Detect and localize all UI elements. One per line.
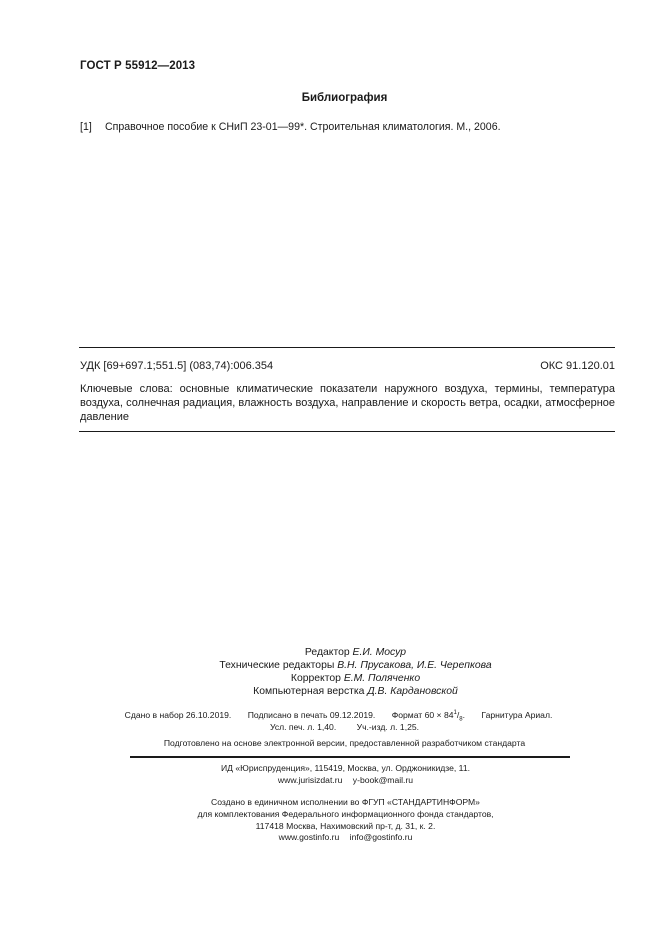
bibliography-entry (80, 121, 501, 133)
entry-text: Справочное пособие к СНиП 23-01—99*. Строительная климатология. М., 2006. (104, 121, 501, 133)
print-info-line2 (0, 722, 661, 732)
prepared-note: Подготовлено на основе электронной версии, предоставленной разработчиком стандарта (163, 738, 526, 748)
edition-sheets: Уч.-изд. л. 1,25. (356, 722, 420, 732)
print-info-line1 (0, 710, 661, 723)
print-sheets: Усл. печ. л. 1,40. (269, 722, 337, 732)
document-code: ГОСТ Р 55912—2013 (80, 60, 196, 72)
publisher-address: ИД «Юриспруденция», 115419, Москва, ул. Орджоникидзе, 11. (220, 763, 470, 773)
producer-site-link[interactable]: www.gostinfo.ru (278, 832, 340, 842)
credit-layout (0, 686, 661, 697)
layout-name: Д.В. Кардановской (367, 686, 458, 697)
entry-number: [1] (80, 121, 92, 133)
tech-names: В.Н. Прусакова, И.Е. Черепкова (337, 660, 492, 671)
editor-name: Е.И. Мосур (352, 647, 407, 658)
credit-tech-editors (0, 660, 661, 671)
oks-code: ОКС 91.120.01 (540, 360, 615, 372)
bibliography-title: Библиография (301, 92, 388, 104)
producer-line2: для комплектования Федерального информационного фонда стандартов, (197, 809, 494, 819)
publisher-site-link[interactable]: www.jurisizdat.ru (277, 775, 343, 785)
sent-date: Сдано в набор 26.10.2019. (124, 710, 232, 720)
signed-date: Подписано в печать 09.12.2019. (247, 710, 376, 720)
publisher-contacts (0, 775, 661, 785)
producer-email-link[interactable]: info@gostinfo.ru (349, 832, 413, 842)
credit-corrector (0, 673, 661, 684)
divider-bottom (130, 756, 570, 758)
corrector-label: Корректор (290, 673, 341, 684)
paper-format: Формат $60 \times 84^1/_8$. (391, 710, 466, 723)
publisher-email-link[interactable]: y-book@mail.ru (352, 775, 414, 785)
divider-middle (79, 431, 615, 432)
producer-address: 117418 Москва, Нахимовский пр-т, д. 31, к. 2. (255, 821, 436, 831)
udk-code: УДК [69+697.1;551.5] (083,74):006.354 (80, 360, 274, 372)
divider-top (79, 347, 615, 348)
typeface: Гарнитура Ариал. (481, 710, 553, 720)
producer-line1: Создано в единичном исполнении во ФГУП «СТАНДАРТИНФОРМ» (211, 797, 480, 807)
tech-label: Технические редакторы (219, 660, 335, 671)
editor-label: Редактор (304, 647, 350, 658)
producer-contacts (0, 832, 661, 842)
corrector-name: Е.М. Поляченко (343, 673, 421, 684)
layout-label: Компьютерная верстка (253, 686, 365, 697)
keywords: Ключевые слова: основные климатические показатели наружного воздуха, термины, температура воздуха, солнечная радиация, влажность воздуха, направление и скорость ветра, осадки, атмосферное давление (80, 383, 615, 423)
credit-editor (0, 647, 661, 658)
